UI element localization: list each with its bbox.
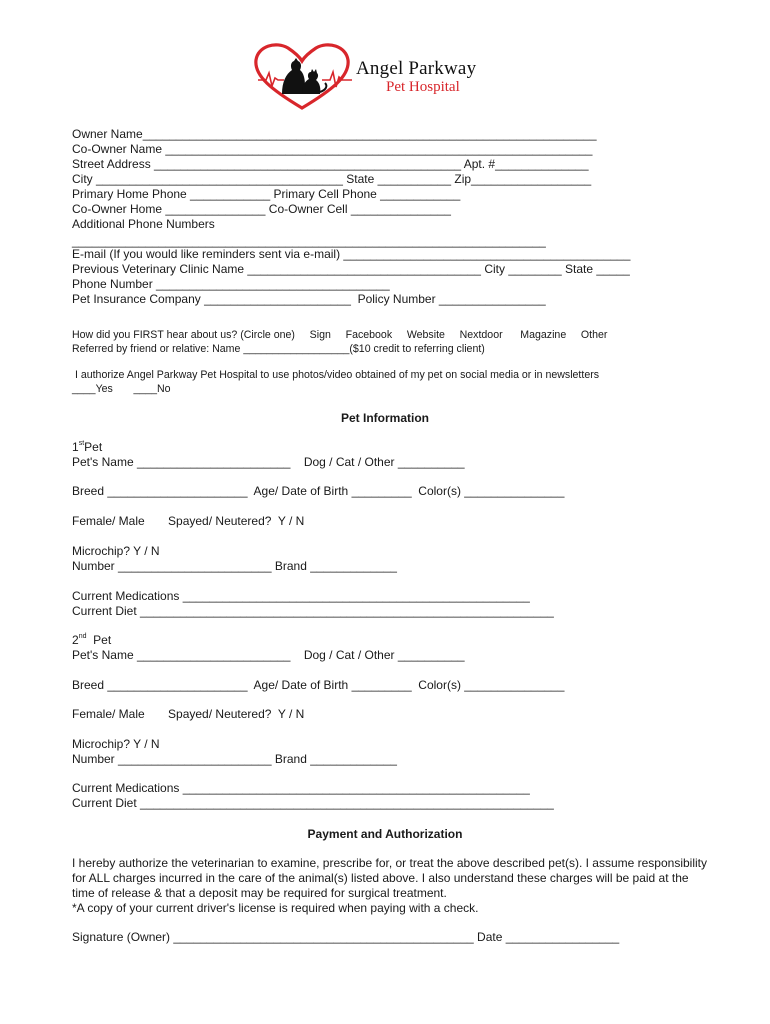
pet-2-heading <box>72 633 111 648</box>
check-license-note: *A copy of your current driver's license is required when paying with a check. <box>72 901 479 915</box>
pet-2-diet-field[interactable]: Current Diet ______________________________________________________________ <box>72 796 554 810</box>
previous-clinic-field[interactable]: Previous Veterinary Clinic Name ___________________________________ City ________ State _____ <box>72 262 630 276</box>
media-consent-options[interactable]: ____Yes ____No <box>72 383 171 395</box>
authorization-paragraph: I hereby authorize the veterinarian to examine, prescribe for, or treat the above described pet(s). I assume responsibility for ALL charges incurred in the care of the animal(s) listed above. I also understand these charges will be paid at the time of release & that a deposit may be required for surgical treatment. <box>72 856 707 900</box>
clinic-name: Angel Parkway <box>356 58 477 79</box>
city-state-zip-field[interactable]: City _____________________________________ State ___________ Zip__________________ <box>72 172 592 186</box>
clinic-phone-field[interactable]: Phone Number ___________________________________ <box>72 277 390 291</box>
clinic-logo <box>252 42 542 112</box>
pet-ordinal-number: 2 <box>72 633 79 647</box>
pet-1-name-field[interactable]: Pet's Name _______________________ Dog / Cat / Other __________ <box>72 455 465 469</box>
pet-ordinal-suffix: nd <box>78 633 87 640</box>
referral-friend-field[interactable]: Referred by friend or relative: Name __________________($10 credit to referring client) <box>72 343 485 355</box>
pet-1-chip-number-field[interactable]: Number _______________________ Brand _____________ <box>72 559 397 573</box>
pet-2-breed-field[interactable]: Breed _____________________ Age/ Date of Birth _________ Color(s) _______________ <box>72 678 565 692</box>
pet-ordinal-suffix: st <box>78 440 85 447</box>
clinic-subtitle: Pet Hospital <box>386 79 460 95</box>
email-field[interactable]: E-mail (If you would like reminders sent via e-mail) ___________________________________________ <box>72 247 631 261</box>
pet-2-medications-field[interactable]: Current Medications ____________________________________________________ <box>72 781 530 795</box>
pet-2-sex-field[interactable]: Female/ Male Spayed/ Neutered? Y / N <box>72 707 305 721</box>
pet-1-medications-field[interactable]: Current Medications ____________________________________________________ <box>72 589 530 603</box>
pet-information-heading: Pet Information <box>340 411 429 425</box>
pet-label: Pet <box>86 633 112 647</box>
pet-2-chip-number-field[interactable]: Number _______________________ Brand _____________ <box>72 752 397 766</box>
co-owner-phones-field[interactable]: Co-Owner Home _______________ Co-Owner Cell _______________ <box>72 202 451 216</box>
signature-date-field[interactable]: Signature (Owner) _____________________________________________ Date _________________ <box>72 930 620 944</box>
referral-source-question[interactable]: How did you FIRST hear about us? (Circle one) Sign Facebook Website Nextdoor Magazine Other <box>72 329 608 341</box>
pet-1-breed-field[interactable]: Breed _____________________ Age/ Date of Birth _________ Color(s) _______________ <box>72 484 565 498</box>
pet-1-microchip-field[interactable]: Microchip? Y / N <box>72 544 160 558</box>
pet-2-name-field[interactable]: Pet's Name _______________________ Dog / Cat / Other __________ <box>72 648 465 662</box>
additional-phones-field[interactable]: _______________________________________________________________________ <box>72 234 546 248</box>
payment-heading: Payment and Authorization <box>307 827 463 841</box>
pet-2-microchip-field[interactable]: Microchip? Y / N <box>72 737 160 751</box>
heart-pets-icon <box>252 42 362 112</box>
street-address-field[interactable]: Street Address ______________________________________________ Apt. #______________ <box>72 157 589 171</box>
pet-1-diet-field[interactable]: Current Diet ______________________________________________________________ <box>72 604 554 618</box>
insurance-field[interactable]: Pet Insurance Company ______________________ Policy Number ________________ <box>72 292 546 306</box>
pet-1-sex-field[interactable]: Female/ Male Spayed/ Neutered? Y / N <box>72 514 305 528</box>
owner-name-field[interactable]: Owner Name____________________________________________________________________ <box>72 127 597 141</box>
pet-ordinal-number: 1 <box>72 440 79 454</box>
primary-phones-field[interactable]: Primary Home Phone ____________ Primary Cell Phone ____________ <box>72 187 461 201</box>
additional-phones-label: Additional Phone Numbers <box>72 217 215 231</box>
pet-label: Pet <box>84 440 103 454</box>
co-owner-name-field[interactable]: Co-Owner Name ________________________________________________________________ <box>72 142 593 156</box>
media-consent-text: I authorize Angel Parkway Pet Hospital to use photos/video obtained of my pet on social media or in newsletters <box>72 369 600 381</box>
pet-1-heading <box>72 440 102 455</box>
